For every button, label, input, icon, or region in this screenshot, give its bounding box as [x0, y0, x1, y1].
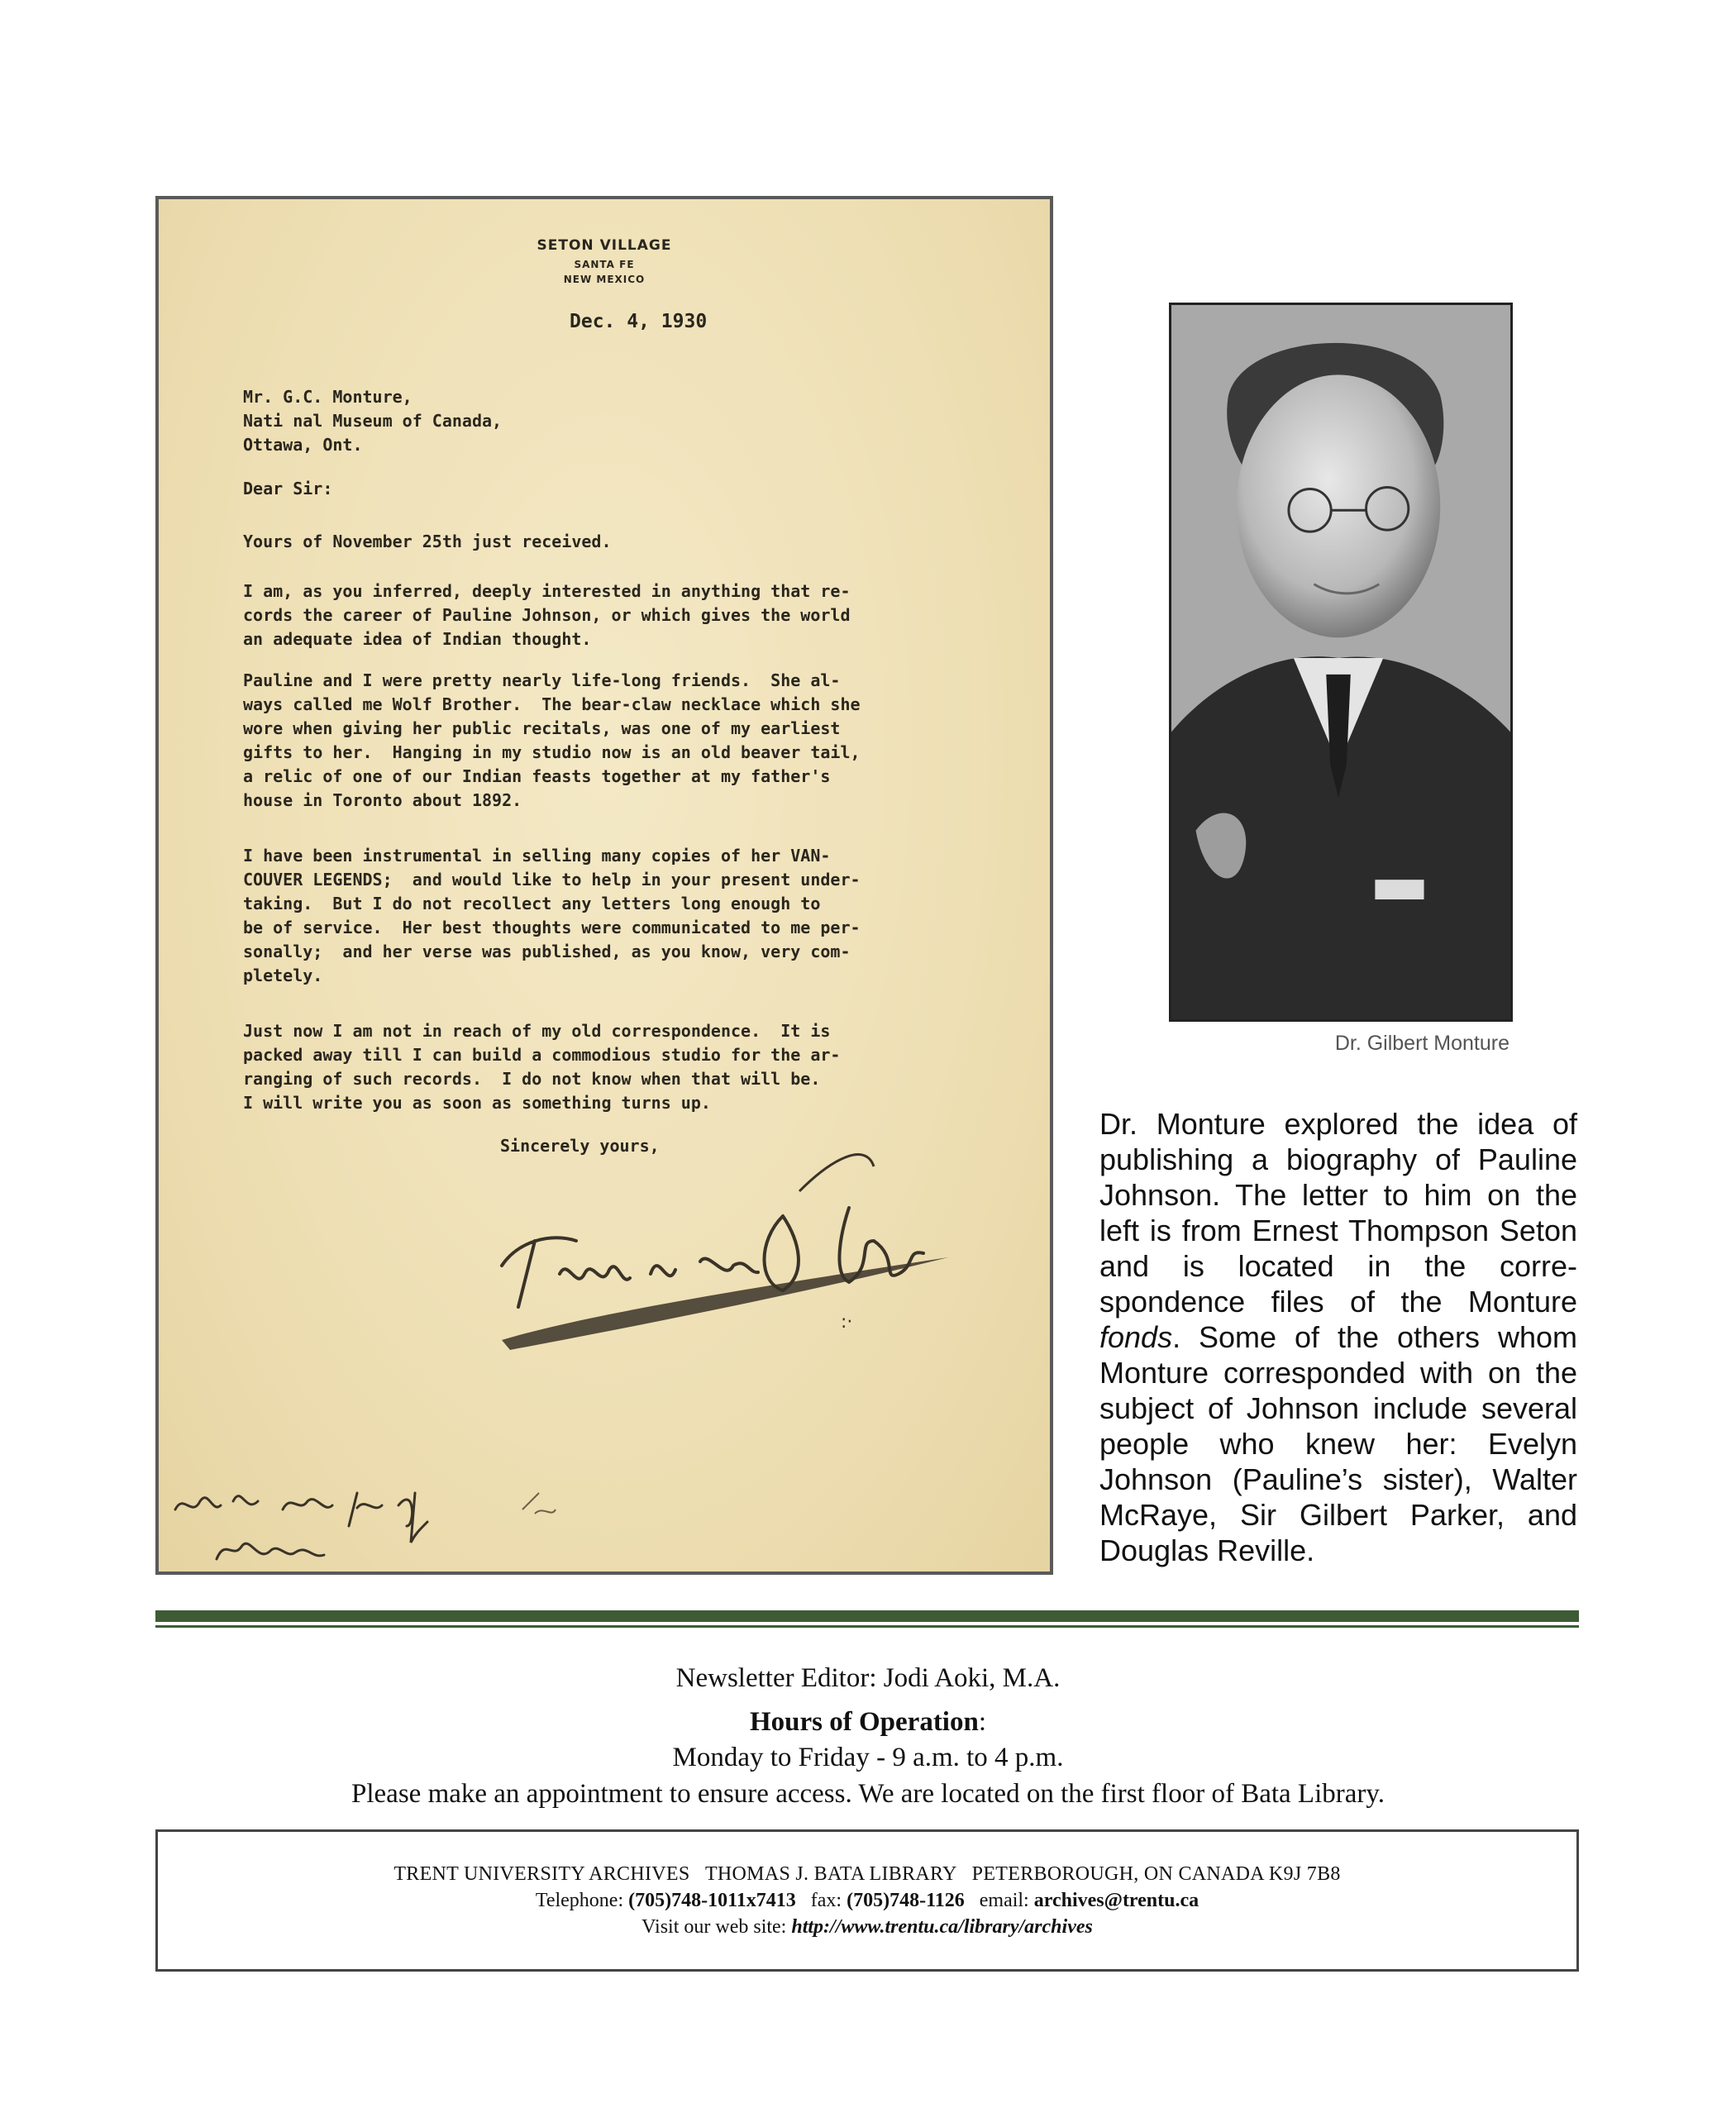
letter-scan [155, 196, 1053, 1575]
letter-paragraph: I have been instrumental in selling many copies of her VAN- COUVER LEGENDS; and would like to help in your present under- taking. But I do not recollect any letters long enough to be of service. Her best thoughts were communicated to me per- sonally; and her verse was published, as you know, very com- pletely. [243, 846, 861, 985]
letterhead-line-2: SANTA FE [574, 258, 635, 270]
hours-text: Monday to Friday - 9 a.m. to 4 p.m. [672, 1743, 1064, 1772]
letter-address: Mr. G.C. Monture, Nati nal Museum of Canada, Ottawa, Ont. [243, 387, 503, 455]
telephone-number: (705)748-1011x7413 [628, 1890, 796, 1911]
letter-paragraph: Just now I am not in reach of my old correspondence. It is packed away till I can build a commodious studio for the ar- ranging of such records. I do not know when that will be. I will write you as soon as something turns up. [243, 1021, 841, 1113]
email-link[interactable]: archives@trentu.ca [1033, 1890, 1199, 1911]
hours-colon: : [978, 1707, 986, 1737]
email-label: email: [979, 1890, 1034, 1911]
article-text-italic: fonds [1099, 1320, 1173, 1354]
handwritten-note-drawing [167, 1476, 630, 1576]
letter-salutation: Dear Sir: [243, 479, 333, 498]
newsletter-editor: Newsletter Editor: Jodi Aoki, M.A. [675, 1663, 1061, 1693]
hours-heading [0, 1707, 1736, 1738]
article-text-part-2: . Some of the others whom Monture corresponded with on the subject of Johnson include several people who knew her: Evelyn Johnson (Pauline’s sister), Walter McRaye, Sir Gilbert Parker, and Douglas Reville. [1099, 1320, 1577, 1567]
letterhead [159, 236, 1050, 287]
fax-number: (705)748-1126 [847, 1890, 965, 1911]
letter-closing: Sincerely yours, [500, 1136, 660, 1156]
contact-address: TRENT UNIVERSITY ARCHIVES THOMAS J. BATA LIBRARY PETERBOROUGH, ON CANADA K9J 7B8 [393, 1863, 1341, 1885]
website-label: Visit our web site: [641, 1916, 792, 1938]
hours-label: Hours of Operation [750, 1707, 979, 1737]
letter-paragraph: Pauline and I were pretty nearly life-long friends. She al- ways called me Wolf Brother. The bear-claw necklace which she wore when giving her public recitals, was one of my earliest gifts to her. Hanging in my studio now is an old beaver tail, a relic of one of our Indian feasts together at my father's house in Toronto about 1892. [243, 670, 861, 810]
contact-box [155, 1829, 1579, 1972]
photo-caption: Dr. Gilbert Monture [1334, 1032, 1509, 1055]
svg-text::·: :· [841, 1312, 853, 1333]
signature-drawing [485, 1117, 981, 1365]
article-text [1099, 1106, 1577, 1568]
letterhead-line-1: SETON VILLAGE [537, 237, 672, 254]
letter-date: Dec. 4, 1930 [570, 311, 708, 332]
appointment-note: Please make an appointment to ensure access. We are located on the first floor of Bata Library. [351, 1779, 1385, 1809]
letter-paragraph: Yours of November 25th just received. [243, 532, 612, 551]
website-line [158, 1916, 1576, 1939]
portrait-photo [1169, 303, 1513, 1022]
telephone-label: Telephone: [535, 1890, 629, 1911]
contact-phone-line [158, 1890, 1576, 1912]
website-link[interactable]: http://www.trentu.ca/library/archives [791, 1916, 1093, 1938]
portrait-illustration [1171, 305, 1510, 1019]
letterhead-line-3: NEW MEXICO [563, 273, 646, 285]
divider-thin [155, 1625, 1579, 1628]
fax-label: fax: [810, 1890, 847, 1911]
article-text-part-1: Dr. Monture explored the idea of publishing a biography of Pauline Johnson. The letter to him on the left is from Ernest Thompson Seton and is located in the corre-spondence files of the Monture [1099, 1107, 1577, 1319]
letter-paragraph: I am, as you inferred, deeply interested in anything that re- cords the career of Pauline Johnson, or which gives the world an adequate idea of Indian thought. [243, 581, 851, 649]
divider-thick [155, 1610, 1579, 1622]
